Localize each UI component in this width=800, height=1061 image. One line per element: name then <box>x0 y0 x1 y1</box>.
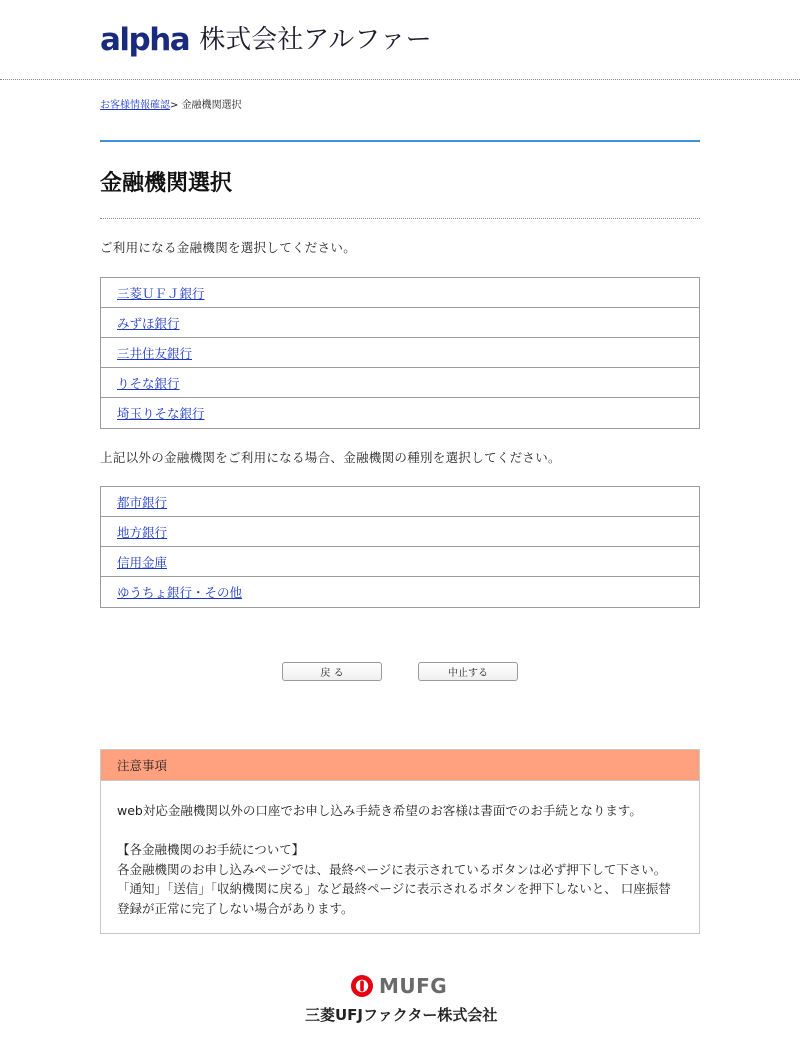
company-logo <box>100 20 432 60</box>
title-rule <box>100 140 700 142</box>
breadcrumb-link-customer-info[interactable]: お客様情報確認 <box>100 100 170 111</box>
bank-type-regional[interactable]: 地方銀行 <box>117 524 168 540</box>
company-name: 株式会社アルファー <box>199 25 432 55</box>
instruction-main: ご利用になる金融機関を選択してください。 <box>100 240 357 255</box>
site-header <box>0 0 800 80</box>
breadcrumb-separator: > <box>170 100 179 111</box>
list-item <box>101 547 699 577</box>
notice-line: web対応金融機関以外の口座でお申し込み手続き希望のお客様は書面でのお手続となります。 <box>117 803 642 818</box>
list-item <box>101 487 699 517</box>
notice-line: 「通知」「送信」「収納機関に戻る」など最終ページに表示されるボタンを押下しないと、 口座振替 <box>117 881 671 896</box>
bank-type-shinkin[interactable]: 信用金庫 <box>117 554 168 570</box>
mufg-text: MUFG <box>379 974 448 998</box>
list-item <box>101 398 699 428</box>
bank-link-resona[interactable]: りそな銀行 <box>117 375 180 391</box>
notice-box <box>100 749 700 934</box>
bank-link-mufg[interactable]: 三菱ＵＦＪ銀行 <box>117 285 205 301</box>
breadcrumb <box>100 96 242 111</box>
alpha-logo: alpha <box>100 21 190 58</box>
notice-line: 登録が正常に完了しない場合があります。 <box>117 900 354 916</box>
breadcrumb-current: 金融機関選択 <box>181 100 242 111</box>
list-item <box>101 517 699 547</box>
notice-title: 注意事項 <box>101 750 699 781</box>
list-item <box>101 338 699 368</box>
bank-type-list <box>100 486 700 608</box>
cancel-button[interactable]: 中止する <box>418 662 518 681</box>
footer-logo <box>305 974 498 1024</box>
bank-type-yucho-other[interactable]: ゆうちょ銀行・その他 <box>117 585 243 600</box>
bank-link-saitama-resona[interactable]: 埼玉りそな銀行 <box>117 406 205 421</box>
notice-line: 【各金融機関のお手続について】 <box>117 842 305 857</box>
list-item <box>101 278 699 308</box>
bank-link-smbc[interactable]: 三井住友銀行 <box>117 345 193 361</box>
list-item <box>101 368 699 398</box>
list-item <box>101 577 699 607</box>
page-title: 金融機関選択 <box>100 171 233 196</box>
title-divider <box>100 218 700 219</box>
bank-type-city[interactable]: 都市銀行 <box>117 494 168 510</box>
instruction-other: 上記以外の金融機関をご利用になる場合、金融機関の種別を選択してください。 <box>100 450 561 465</box>
factor-company-name: 三菱UFJファクター株式会社 <box>305 1006 498 1024</box>
back-button[interactable]: 戻 る <box>282 662 382 681</box>
mufg-mark-icon <box>350 974 374 998</box>
notice-body <box>101 781 699 918</box>
major-bank-list <box>100 277 700 429</box>
list-item <box>101 308 699 338</box>
notice-line: 各金融機関のお申し込みページでは、最終ページに表示されているボタンは必ず押下して下さい。 <box>117 861 667 877</box>
mufg-logo <box>350 974 447 998</box>
bank-link-mizuho[interactable]: みずほ銀行 <box>117 315 180 331</box>
